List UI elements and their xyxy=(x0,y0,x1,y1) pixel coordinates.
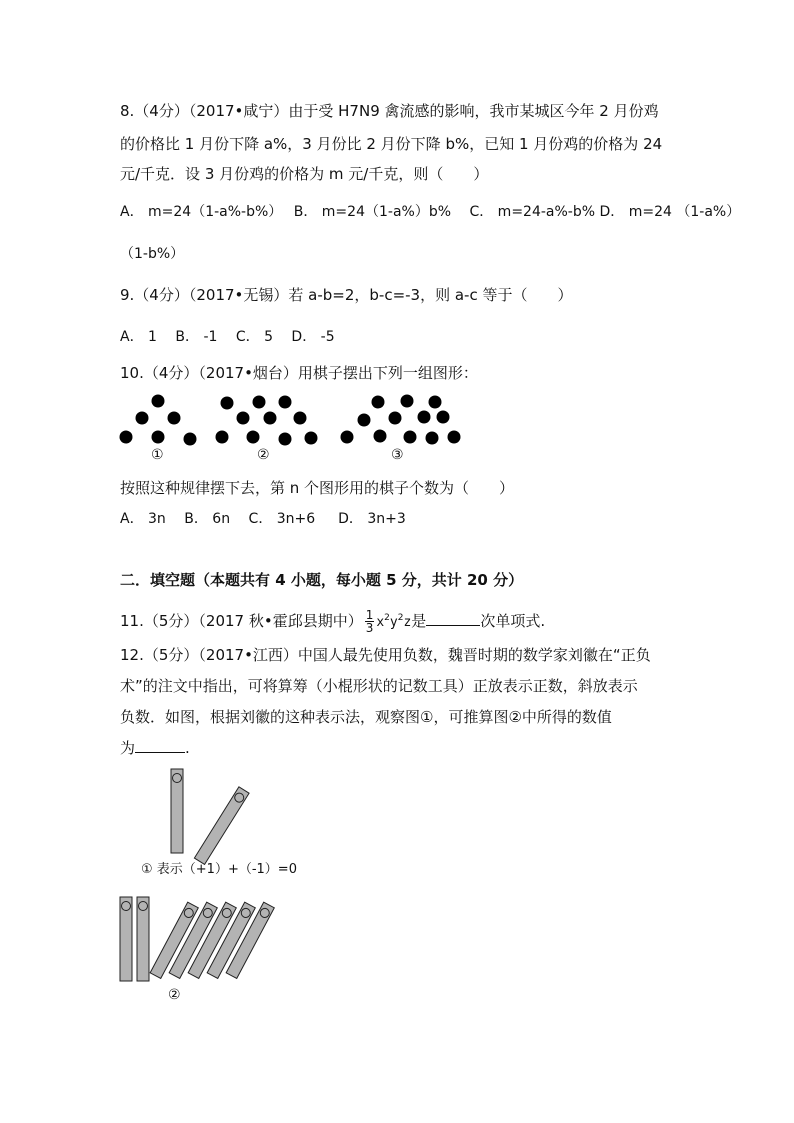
q12-line4-prefix: 为 xyxy=(120,739,136,757)
q10-choices: A． 3n B． 6n C． 3n+6 D． 3n+3 xyxy=(120,511,406,527)
figure-2-dots xyxy=(216,396,318,446)
q11-stem xyxy=(120,603,545,633)
figure-3-label: ③ xyxy=(391,447,404,463)
chess-piece-dot xyxy=(120,431,133,444)
chess-piece-dot xyxy=(374,430,387,443)
chess-piece-dot xyxy=(152,431,165,444)
q12-line2: 术”的注文中指出，可将算筹（小棍形状的记数工具）正放表示正数，斜放表示 xyxy=(120,677,638,695)
chess-piece-dot xyxy=(372,396,385,409)
figure-1-label: ① xyxy=(151,447,164,463)
chess-piece-dot xyxy=(429,396,442,409)
q11-prefix: 11.（5分）（2017 秋•霍邱县期中） xyxy=(120,612,363,630)
q10-stem: 10.（4分）（2017•烟台）用棋子摆出下列一组图形： xyxy=(120,364,478,382)
chess-piece-dot xyxy=(294,412,307,425)
chess-piece-dot xyxy=(426,432,439,445)
chess-piece-dot xyxy=(264,412,277,425)
figure-2-label: ② xyxy=(257,447,270,463)
q11-end: 次单项式. xyxy=(480,612,546,630)
q11-exp-x: 2 xyxy=(384,613,390,623)
chess-piece-dot xyxy=(253,396,266,409)
q9-choices: A． 1 B． -1 C． 5 D． -5 xyxy=(120,329,335,345)
chess-piece-dot xyxy=(341,431,354,444)
q12-line1: 12.（5分）（2017•江西）中国人最先使用负数，魏晋时期的数学家刘徽在“正负 xyxy=(120,646,651,664)
chess-piece-dot xyxy=(136,412,149,425)
q10-rule: 按照这种规律摆下去，第 n 个图形用的棋子个数为（ ） xyxy=(120,479,515,497)
chess-piece-dot xyxy=(418,411,431,424)
chess-piece-dot xyxy=(305,432,318,445)
chess-piece-dot xyxy=(448,431,461,444)
chess-piece-dot xyxy=(279,396,292,409)
figure-1-dots xyxy=(120,395,197,446)
q11-var-x: x xyxy=(376,615,385,630)
q8-line1: 8.（4分）（2017•咸宁）由于受 H7N9 禽流感的影响，我市某城区今年 2 月份鸡 xyxy=(120,102,659,120)
q8-choices-cont: （1-b%） xyxy=(120,246,185,262)
chess-piece-dot xyxy=(358,414,371,427)
chess-piece-dot xyxy=(216,431,229,444)
q11-frac-den: 3 xyxy=(365,621,374,635)
q12-line4-suffix: . xyxy=(185,739,190,757)
chess-piece-dot xyxy=(168,412,181,425)
chess-piece-dot xyxy=(389,412,402,425)
chess-piece-dot xyxy=(237,412,250,425)
q11-answer-blank[interactable] xyxy=(426,611,480,626)
q12-line3: 负数．如图，根据刘徽的这种表示法，观察图①，可推算图②中所得的数值 xyxy=(120,708,612,726)
q11-frac-num: 1 xyxy=(365,608,374,622)
q11-var-z: z xyxy=(403,615,412,630)
upright-rod xyxy=(120,897,132,981)
fig2-label: ② xyxy=(168,987,181,1003)
q9-stem: 9.（4分）（2017•无锡）若 a-b=2，b-c=-3，则 a-c 等于（ ） xyxy=(120,286,573,304)
chess-piece-dot xyxy=(279,433,292,446)
chess-piece-dot xyxy=(437,411,450,424)
slanted-rod xyxy=(194,787,249,865)
chess-piece-dot xyxy=(404,431,417,444)
chess-piece-dot xyxy=(221,397,234,410)
chess-piece-dot xyxy=(247,431,260,444)
chess-piece-dot xyxy=(401,395,414,408)
section-title: 二．填空题（本题共有 4 小题，每小题 5 分，共计 20 分） xyxy=(120,571,524,589)
figure-3-dots xyxy=(341,395,461,445)
chess-piece-dot xyxy=(184,433,197,446)
q11-var-y: y xyxy=(389,615,398,630)
q12-line4 xyxy=(120,738,190,758)
fig1-caption: ① 表示（+1）+（-1）=0 xyxy=(141,862,297,877)
q11-fraction xyxy=(365,609,375,634)
upright-rod xyxy=(171,769,183,853)
q8-line3: 元/千克．设 3 月份鸡的价格为 m 元/千克，则（ ） xyxy=(120,165,489,183)
q8-line2: 的价格比 1 月份下降 a%，3 月份比 2 月份下降 b%，已知 1 月份鸡的价格为 24 xyxy=(120,135,663,153)
chess-piece-dot xyxy=(152,395,165,408)
q11-exp-y: 2 xyxy=(397,613,404,623)
q8-choices: A． m=24（1-a%-b%） B． m=24（1-a%）b% C． m=24-a%-b% D． m=24 （1-a%） xyxy=(120,204,741,220)
q12-answer-blank[interactable] xyxy=(135,738,185,753)
upright-rod xyxy=(137,897,149,981)
q11-suffix: 是 xyxy=(411,612,427,630)
